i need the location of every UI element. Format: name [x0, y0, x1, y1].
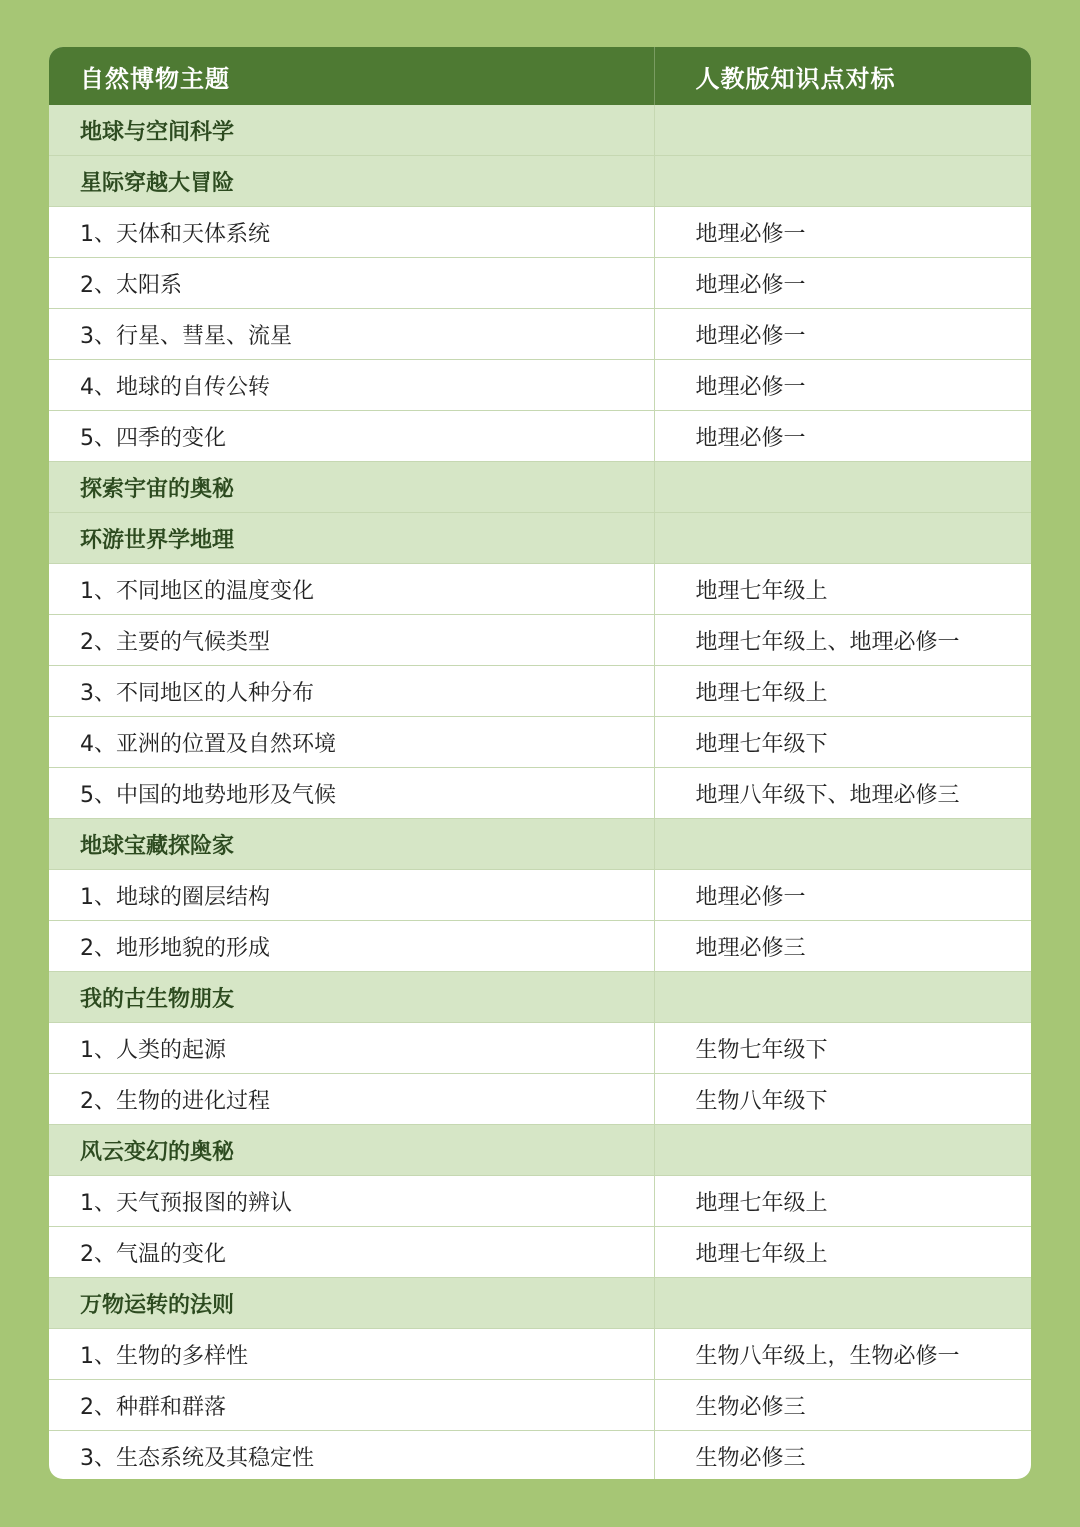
topic-text: 4、地球的自传公转 — [80, 374, 270, 400]
topic-text: 2、气温的变化 — [80, 1241, 226, 1267]
topic-cell — [49, 870, 654, 921]
table-row — [49, 258, 1031, 309]
topic-text: 探索宇宙的奥秘 — [80, 476, 235, 502]
topic-cell — [49, 462, 654, 513]
topic-cell — [49, 564, 654, 615]
topic-text: 万物运转的法则 — [80, 1292, 235, 1318]
topic-text: 地球与空间科学 — [80, 119, 235, 145]
topic-text: 1、天气预报图的辨认 — [80, 1190, 292, 1216]
standard-text: 地理七年级上 — [695, 1241, 828, 1267]
topic-text: 2、生物的进化过程 — [80, 1088, 270, 1114]
section-row — [49, 1278, 1031, 1329]
topic-text: 1、不同地区的温度变化 — [80, 578, 314, 604]
standard-cell — [654, 105, 1031, 156]
standard-cell — [654, 258, 1031, 309]
standard-text: 地理必修一 — [695, 272, 806, 298]
topic-cell — [49, 258, 654, 309]
table-header-row — [49, 47, 1031, 105]
table-row — [49, 1227, 1031, 1278]
standard-text: 地理七年级上 — [695, 1190, 828, 1216]
standard-cell — [654, 921, 1031, 972]
standard-text: 生物八年级下 — [695, 1088, 828, 1114]
topic-text: 2、太阳系 — [80, 272, 182, 298]
topic-cell — [49, 666, 654, 717]
topic-text: 2、种群和群落 — [80, 1394, 226, 1420]
standard-text: 地理必修一 — [695, 374, 806, 400]
topic-cell — [49, 309, 654, 360]
topic-text: 1、地球的圈层结构 — [80, 884, 270, 910]
table-row — [49, 615, 1031, 666]
topic-cell — [49, 156, 654, 207]
table-row — [49, 1380, 1031, 1431]
topic-cell — [49, 1278, 654, 1329]
topic-cell — [49, 1431, 654, 1480]
section-row — [49, 1125, 1031, 1176]
topic-cell — [49, 819, 654, 870]
topic-cell — [49, 921, 654, 972]
header-standard: 人教版知识点对标 — [654, 47, 1031, 105]
topic-cell — [49, 1074, 654, 1125]
header-topic: 自然博物主题 — [49, 47, 654, 105]
standard-cell — [654, 564, 1031, 615]
standard-cell — [654, 819, 1031, 870]
standard-text: 生物必修三 — [695, 1445, 806, 1471]
standard-cell — [654, 666, 1031, 717]
topic-cell — [49, 1125, 654, 1176]
section-row — [49, 819, 1031, 870]
topic-cell — [49, 411, 654, 462]
table-row — [49, 360, 1031, 411]
topic-cell — [49, 768, 654, 819]
topic-cell — [49, 717, 654, 768]
standard-cell — [654, 1380, 1031, 1431]
topic-cell — [49, 1227, 654, 1278]
topic-text: 3、不同地区的人种分布 — [80, 680, 314, 706]
topic-text: 地球宝藏探险家 — [80, 833, 235, 859]
standard-text: 地理七年级上 — [695, 578, 828, 604]
table-row — [49, 870, 1031, 921]
section-row — [49, 462, 1031, 513]
standard-text: 地理必修一 — [695, 221, 806, 247]
topic-cell — [49, 207, 654, 258]
table-row — [49, 768, 1031, 819]
curriculum-table — [49, 47, 1031, 1479]
topic-cell — [49, 105, 654, 156]
topic-text: 环游世界学地理 — [80, 527, 235, 553]
standard-text: 地理七年级上、地理必修一 — [695, 629, 960, 655]
topic-text: 5、四季的变化 — [80, 425, 226, 451]
topic-text: 星际穿越大冒险 — [80, 170, 235, 196]
table-row — [49, 207, 1031, 258]
standard-cell — [654, 207, 1031, 258]
topic-text: 我的古生物朋友 — [80, 986, 235, 1012]
table-row — [49, 309, 1031, 360]
topic-text: 1、天体和天体系统 — [80, 221, 270, 247]
table-row — [49, 1074, 1031, 1125]
section-row — [49, 105, 1031, 156]
standard-cell — [654, 1023, 1031, 1074]
standard-cell — [654, 1074, 1031, 1125]
table-row — [49, 666, 1031, 717]
standard-cell — [654, 972, 1031, 1023]
topic-text: 1、生物的多样性 — [80, 1343, 248, 1369]
table-row — [49, 921, 1031, 972]
section-row — [49, 513, 1031, 564]
topic-text: 2、地形地貌的形成 — [80, 935, 270, 961]
topic-text: 3、行星、彗星、流星 — [80, 323, 292, 349]
topic-text: 5、中国的地势地形及气候 — [80, 782, 336, 808]
topic-cell — [49, 972, 654, 1023]
standard-text: 生物八年级上，生物必修一 — [695, 1343, 960, 1369]
standard-text: 地理必修一 — [695, 884, 806, 910]
standard-cell — [654, 1125, 1031, 1176]
table-body — [49, 105, 1031, 1479]
table-row — [49, 1023, 1031, 1074]
standard-text: 生物七年级下 — [695, 1037, 828, 1063]
topic-cell — [49, 1329, 654, 1380]
topic-text: 风云变幻的奥秘 — [80, 1139, 235, 1165]
curriculum-table-card — [49, 47, 1031, 1479]
standard-text: 地理必修三 — [695, 935, 806, 961]
standard-cell — [654, 1176, 1031, 1227]
table-row — [49, 717, 1031, 768]
standard-cell — [654, 462, 1031, 513]
standard-cell — [654, 615, 1031, 666]
topic-cell — [49, 360, 654, 411]
topic-cell — [49, 1023, 654, 1074]
standard-text: 地理七年级上 — [695, 680, 828, 706]
topic-cell — [49, 513, 654, 564]
section-row — [49, 972, 1031, 1023]
standard-cell — [654, 360, 1031, 411]
standard-text: 地理必修一 — [695, 323, 806, 349]
standard-cell — [654, 1227, 1031, 1278]
table-row — [49, 1329, 1031, 1380]
standard-cell — [654, 309, 1031, 360]
table-row — [49, 411, 1031, 462]
topic-text: 2、主要的气候类型 — [80, 629, 270, 655]
standard-cell — [654, 1431, 1031, 1480]
standard-text: 地理必修一 — [695, 425, 806, 451]
standard-cell — [654, 513, 1031, 564]
topic-cell — [49, 1380, 654, 1431]
topic-cell — [49, 615, 654, 666]
section-row — [49, 156, 1031, 207]
standard-text: 地理七年级下 — [695, 731, 828, 757]
topic-text: 1、人类的起源 — [80, 1037, 226, 1063]
standard-cell — [654, 1329, 1031, 1380]
standard-text: 生物必修三 — [695, 1394, 806, 1420]
standard-cell — [654, 411, 1031, 462]
standard-text: 地理八年级下、地理必修三 — [695, 782, 960, 808]
topic-text: 4、亚洲的位置及自然环境 — [80, 731, 336, 757]
standard-cell — [654, 717, 1031, 768]
topic-text: 3、生态系统及其稳定性 — [80, 1445, 314, 1471]
standard-cell — [654, 1278, 1031, 1329]
table-row — [49, 564, 1031, 615]
standard-cell — [654, 870, 1031, 921]
standard-cell — [654, 768, 1031, 819]
topic-cell — [49, 1176, 654, 1227]
table-row — [49, 1176, 1031, 1227]
standard-cell — [654, 156, 1031, 207]
table-row — [49, 1431, 1031, 1480]
